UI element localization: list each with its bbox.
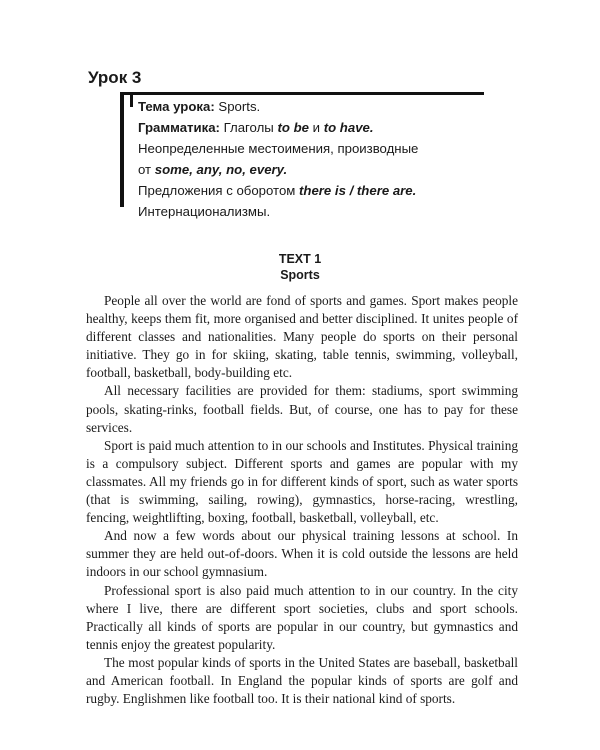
lesson-summary: [138, 96, 468, 222]
bracket-tick: [130, 92, 133, 107]
internationalisms-line: Интернационализмы.: [138, 204, 271, 219]
topic-line: [138, 96, 468, 117]
grammar-to-have: to have.: [323, 120, 374, 135]
grammar-line: [138, 117, 468, 138]
topic-label: Тема урока:: [138, 99, 215, 114]
paragraph: And now a few words about our physical training lessons at school. In summer they are held out-of-doors. When it is cold outside the lessons are held indoors in our school gymnasium.: [86, 528, 518, 580]
paragraph: Sport is paid much attention to in our schools and Institutes. Physical training is a compulsory subject. Different sports and games are popular with my classmates. All my friends go in for different kinds of sport, such as water sports (that is swimming, sailing, rowing), gymnastics, horse-racing, wrestling, fencing, weightlifting, boxing, football, basketball, volleyball, etc.: [86, 437, 518, 526]
text-title: Sports: [280, 268, 320, 282]
text-number-heading: TEXT 1: [278, 252, 322, 266]
derivatives-line: [138, 159, 468, 180]
there-is-phrase: there is / there are.: [299, 183, 417, 198]
pronouns-line: Неопределенные местоимения, производные: [138, 141, 419, 156]
derivatives-words: some, any, no, every.: [154, 162, 288, 177]
text-body: [86, 292, 518, 708]
topic-value: Sports.: [218, 99, 261, 114]
grammar-label: Грамматика:: [138, 120, 220, 135]
paragraph: The most popular kinds of sports in the United States are baseball, basketball and American football. In England the popular kinds of sports are golf and rugby. Englishmen like football too. It is their national kind of sports.: [86, 654, 518, 707]
there-is-prefix: Предложения с оборотом: [138, 183, 296, 198]
paragraph: All necessary facilities are provided for them: stadiums, sport swimming pools, skating-rinks, football fields. But, of course, one has to pay for these services.: [86, 383, 518, 435]
grammar-to-be: to be: [277, 120, 309, 135]
lesson-title: Урок 3: [88, 68, 142, 87]
paragraph: People all over the world are fond of sports and games. Sport makes people healthy, keeps them fit, more organised and better disciplined. It unites people of different classes and nationalities. Many people do sports on their personal initiative. They go in for skiing, skating, table tennis, swimming, volleyball, football, basketball, body-building etc.: [86, 293, 518, 381]
grammar-and: и: [312, 120, 321, 135]
there-is-line: [138, 180, 468, 201]
derivatives-prefix: от: [138, 162, 152, 177]
paragraph: Professional sport is also paid much attention to in our country. In the city where I live, there are different sport societies, clubs and sport schools. Practically all kinds of sports are popular in our country, but gymnastics and tennis enjoy the greatest popularity.: [86, 582, 518, 652]
grammar-text: Глаголы: [223, 120, 274, 135]
